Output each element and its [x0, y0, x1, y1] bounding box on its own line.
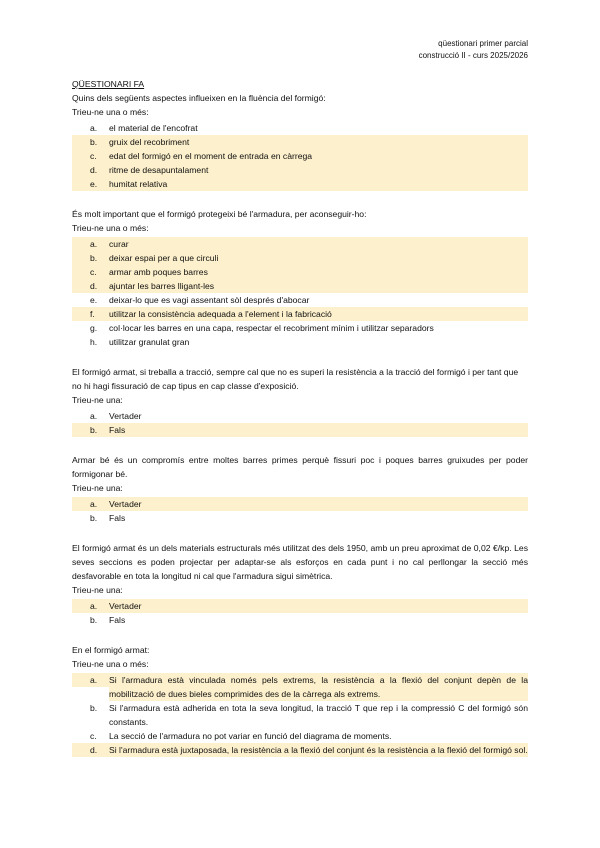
option-text: Fals: [109, 615, 126, 625]
question-text: Armar bé és un compromís entre moltes barres primes perquè fissuri poc i poques barres gruixudes per poder formigonar bé.: [72, 455, 528, 479]
option-marker: a.: [90, 411, 98, 421]
question-text: Quins dels següents aspectes influeixen en la fluència del formigó:: [72, 93, 326, 103]
option-marker: f.: [72, 307, 109, 321]
question-instruction: Trieu-ne una:: [72, 395, 123, 405]
question-text: El formigó armat és un dels materials estructurals més utilitzat des dels 1950, amb un preu aproximat de 0,02 €/kp. Les seves seccions es poden projectar per adaptar-se als esforços en cada punt i no cal perllongar la secció més desfavorable en tota la longitud ni cal que l'armadura sigui simètrica.: [72, 543, 528, 581]
option-item-highlighted[interactable]: [72, 237, 528, 251]
document-title: QÜESTIONARI FA: [72, 79, 145, 89]
option-item-highlighted[interactable]: [72, 279, 528, 293]
option-text: Vertader: [109, 411, 142, 421]
option-text: gruix del recobriment: [109, 135, 528, 149]
question-5: [72, 541, 528, 627]
question-instruction: Trieu-ne una o més:: [72, 659, 149, 669]
question-text: El formigó armat, si treballa a tracció, sempre cal que no es superi la resistència a la tracció del formigó i per tant que no hi hagi fissuració de cap tipus en cap classe d'exposició.: [72, 367, 519, 391]
option-item[interactable]: [72, 729, 528, 743]
option-marker: e.: [72, 177, 109, 191]
option-text: edat del formigó en el moment de entrada en càrrega: [109, 149, 528, 163]
option-text: utilitzar granulat gran: [109, 337, 190, 347]
option-marker: a.: [72, 599, 109, 613]
option-item-highlighted[interactable]: [72, 673, 528, 701]
option-item[interactable]: [72, 321, 528, 335]
option-text: Fals: [109, 423, 528, 437]
question-6: [72, 643, 528, 757]
option-text: humitat relativa: [109, 177, 528, 191]
option-list: [72, 599, 528, 627]
option-marker: c.: [72, 265, 109, 279]
option-item[interactable]: [72, 293, 528, 307]
option-marker: c.: [72, 149, 109, 163]
option-item[interactable]: [72, 701, 528, 729]
option-marker: a.: [72, 237, 109, 251]
option-text: curar: [109, 237, 528, 251]
header-line-1: qüestionari primer parcial: [438, 39, 528, 48]
option-item[interactable]: [72, 409, 528, 423]
option-marker: h.: [90, 337, 98, 347]
option-marker: a.: [90, 123, 98, 133]
option-item[interactable]: [72, 511, 528, 525]
option-marker: b.: [90, 615, 98, 625]
header-line-2: construcció II - curs 2025/2026: [418, 51, 528, 60]
question-instruction: Trieu-ne una:: [72, 483, 123, 493]
option-marker: e.: [90, 295, 98, 305]
option-item[interactable]: [72, 121, 528, 135]
option-list: [72, 121, 528, 191]
option-marker: d.: [72, 279, 109, 293]
option-item-highlighted[interactable]: [72, 251, 528, 265]
option-marker: c.: [90, 731, 97, 741]
option-item[interactable]: [72, 613, 528, 627]
option-item-highlighted[interactable]: [72, 743, 528, 757]
option-marker: d.: [72, 743, 109, 757]
option-item-highlighted[interactable]: [72, 265, 528, 279]
option-marker: b.: [72, 423, 109, 437]
option-item-highlighted[interactable]: [72, 163, 528, 177]
option-item-highlighted[interactable]: [72, 177, 528, 191]
question-3: [72, 365, 528, 437]
option-text: Si l'armadura està adherida en tota la seva longitud, la tracció T que rep i la compressió C del formigó són constants.: [109, 703, 528, 727]
option-marker: b.: [72, 135, 109, 149]
option-text: ritme de desapuntalament: [109, 163, 528, 177]
option-item-highlighted[interactable]: [72, 599, 528, 613]
page-header: [72, 38, 528, 62]
option-marker: d.: [72, 163, 109, 177]
option-list: [72, 673, 528, 757]
option-item-highlighted[interactable]: [72, 149, 528, 163]
option-text: deixar-lo que es vagi assentant sòl després d'abocar: [109, 295, 310, 305]
question-instruction: Trieu-ne una:: [72, 585, 123, 595]
question-2: [72, 207, 528, 349]
option-list: [72, 409, 528, 437]
option-text: ajuntar les barres lligant-les: [109, 279, 528, 293]
option-text: Si l'armadura està juxtaposada, la resistència a la flexió del conjunt és la resistència a la flexió del formigó sol.: [109, 745, 528, 755]
option-marker: b.: [72, 251, 109, 265]
option-item-highlighted[interactable]: [72, 423, 528, 437]
option-item[interactable]: [72, 335, 528, 349]
option-text: utilitzar la consistència adequada a l'element i la fabricació: [109, 307, 528, 321]
option-text: col·locar les barres en una capa, respectar el recobriment mínim i utilitzar separadors: [109, 323, 434, 333]
option-marker: b.: [90, 703, 98, 713]
option-text: Si l'armadura està vinculada només pels extrems, la resistència a la flexió del conjunt depèn de la mobilització de dues bieles comprimides des de la càrrega als extrems.: [109, 675, 528, 699]
question-text: En el formigó armat:: [72, 645, 150, 655]
option-marker: b.: [90, 513, 98, 523]
option-item-highlighted[interactable]: [72, 307, 528, 321]
option-list: [72, 237, 528, 349]
question-4: [72, 453, 528, 525]
option-text: el material de l'encofrat: [109, 123, 198, 133]
question-text: És molt important que el formigó protegeixi bé l'armadura, per aconseguir-ho:: [72, 209, 367, 219]
option-item-highlighted[interactable]: [72, 135, 528, 149]
option-marker: g.: [90, 323, 98, 333]
option-marker: a.: [72, 673, 109, 687]
question-instruction: Trieu-ne una o més:: [72, 223, 149, 233]
question-instruction: Trieu-ne una o més:: [72, 107, 149, 117]
option-text: Vertader: [109, 497, 528, 511]
option-text: Vertader: [109, 599, 528, 613]
option-text: armar amb poques barres: [109, 265, 528, 279]
question-1: [72, 91, 528, 191]
option-item-highlighted[interactable]: [72, 497, 528, 511]
option-marker: a.: [72, 497, 109, 511]
option-text: La secció de l'armadura no pot variar en funció del diagrama de moments.: [109, 731, 392, 741]
option-list: [72, 497, 528, 525]
option-text: Fals: [109, 513, 126, 523]
option-text: deixar espai per a que circuli: [109, 251, 528, 265]
